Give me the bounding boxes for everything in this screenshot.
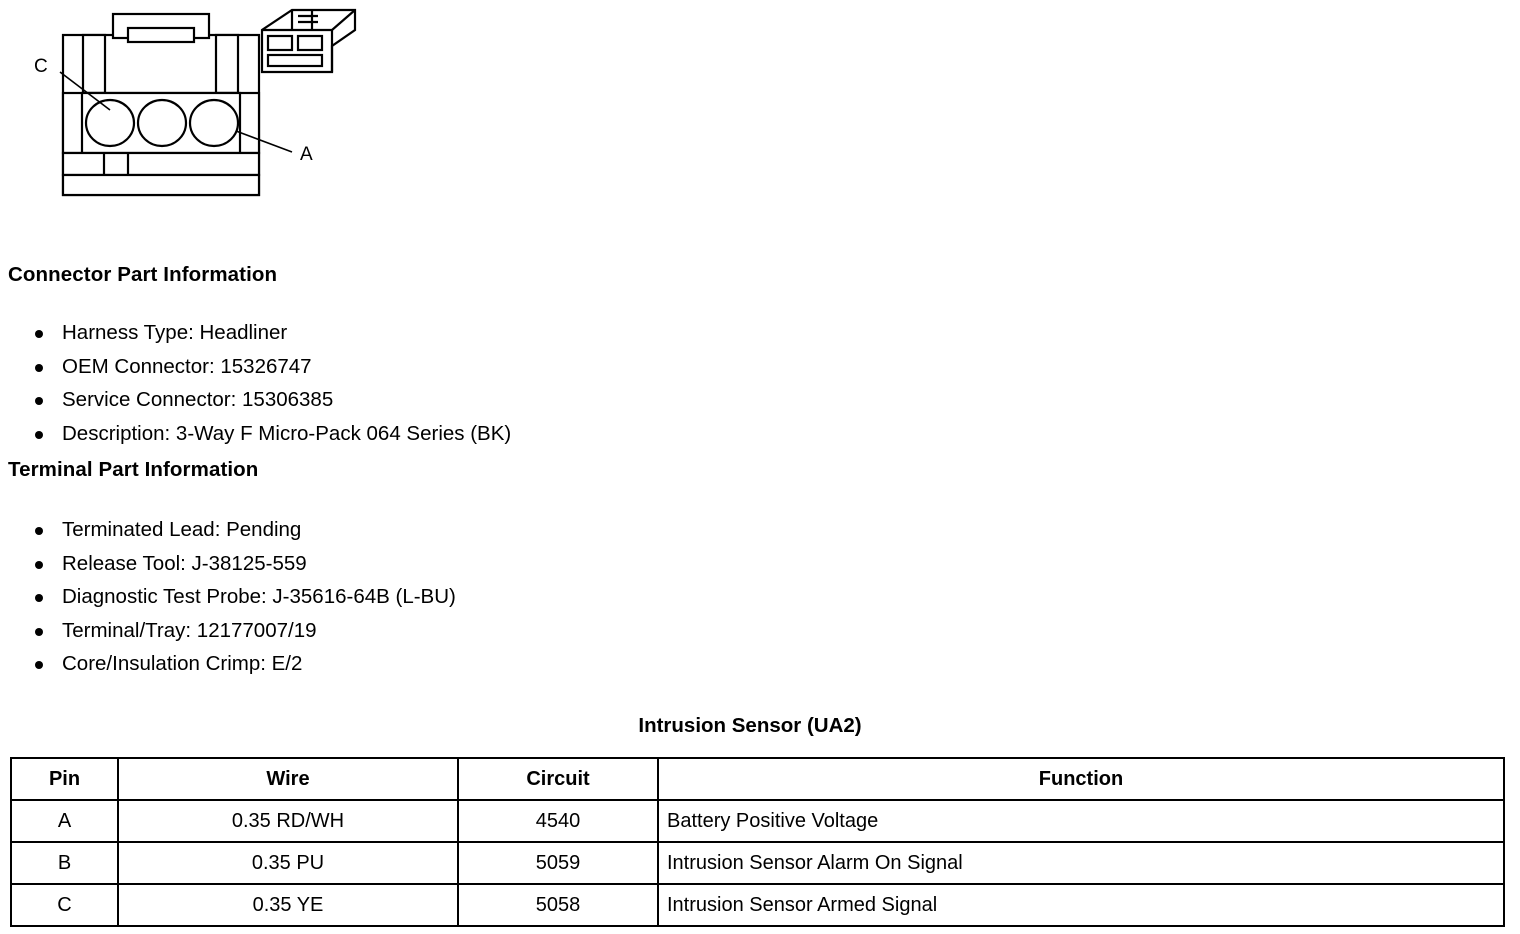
- cell-pin: C: [11, 884, 118, 926]
- column-header-circuit: Circuit: [458, 758, 658, 800]
- cell-circuit: 5059: [458, 842, 658, 884]
- list-item: Service Connector: 15306385: [30, 383, 511, 417]
- table-header-row: [11, 758, 1504, 800]
- cell-circuit: 4540: [458, 800, 658, 842]
- table-row: [11, 884, 1504, 926]
- pinout-table: [10, 757, 1505, 927]
- column-header-function: Function: [658, 758, 1504, 800]
- cell-pin: B: [11, 842, 118, 884]
- list-item: Terminated Lead: Pending: [30, 513, 456, 547]
- cell-function: Battery Positive Voltage: [658, 800, 1504, 842]
- list-item: Release Tool: J-38125-559: [30, 547, 456, 581]
- cell-function: Intrusion Sensor Armed Signal: [658, 884, 1504, 926]
- connector-illustration-svg: [0, 0, 420, 215]
- table-row: [11, 842, 1504, 884]
- cell-pin: A: [11, 800, 118, 842]
- list-item: Description: 3-Way F Micro-Pack 064 Series (BK): [30, 417, 511, 451]
- terminal-part-information-heading: Terminal Part Information: [8, 458, 259, 481]
- list-item: OEM Connector: 15326747: [30, 350, 511, 384]
- column-header-pin: Pin: [11, 758, 118, 800]
- callout-label-c: C: [34, 56, 48, 77]
- cell-wire: 0.35 PU: [118, 842, 458, 884]
- callout-label-a: A: [300, 144, 313, 165]
- cell-function: Intrusion Sensor Alarm On Signal: [658, 842, 1504, 884]
- cell-wire: 0.35 YE: [118, 884, 458, 926]
- list-item: Terminal/Tray: 12177007/19: [30, 614, 456, 648]
- table-row: [11, 800, 1504, 842]
- connector-diagram: [0, 0, 420, 215]
- connector-part-information-list: [30, 316, 511, 450]
- connector-part-information-heading: Connector Part Information: [8, 263, 278, 286]
- list-item: Core/Insulation Crimp: E/2: [30, 647, 456, 681]
- list-item: Harness Type: Headliner: [30, 316, 511, 350]
- list-item: Diagnostic Test Probe: J-35616-64B (L-BU): [30, 580, 456, 614]
- pinout-table-title: Intrusion Sensor (UA2): [638, 714, 862, 737]
- terminal-part-information-list: [30, 513, 456, 681]
- column-header-wire: Wire: [118, 758, 458, 800]
- cell-circuit: 5058: [458, 884, 658, 926]
- cell-wire: 0.35 RD/WH: [118, 800, 458, 842]
